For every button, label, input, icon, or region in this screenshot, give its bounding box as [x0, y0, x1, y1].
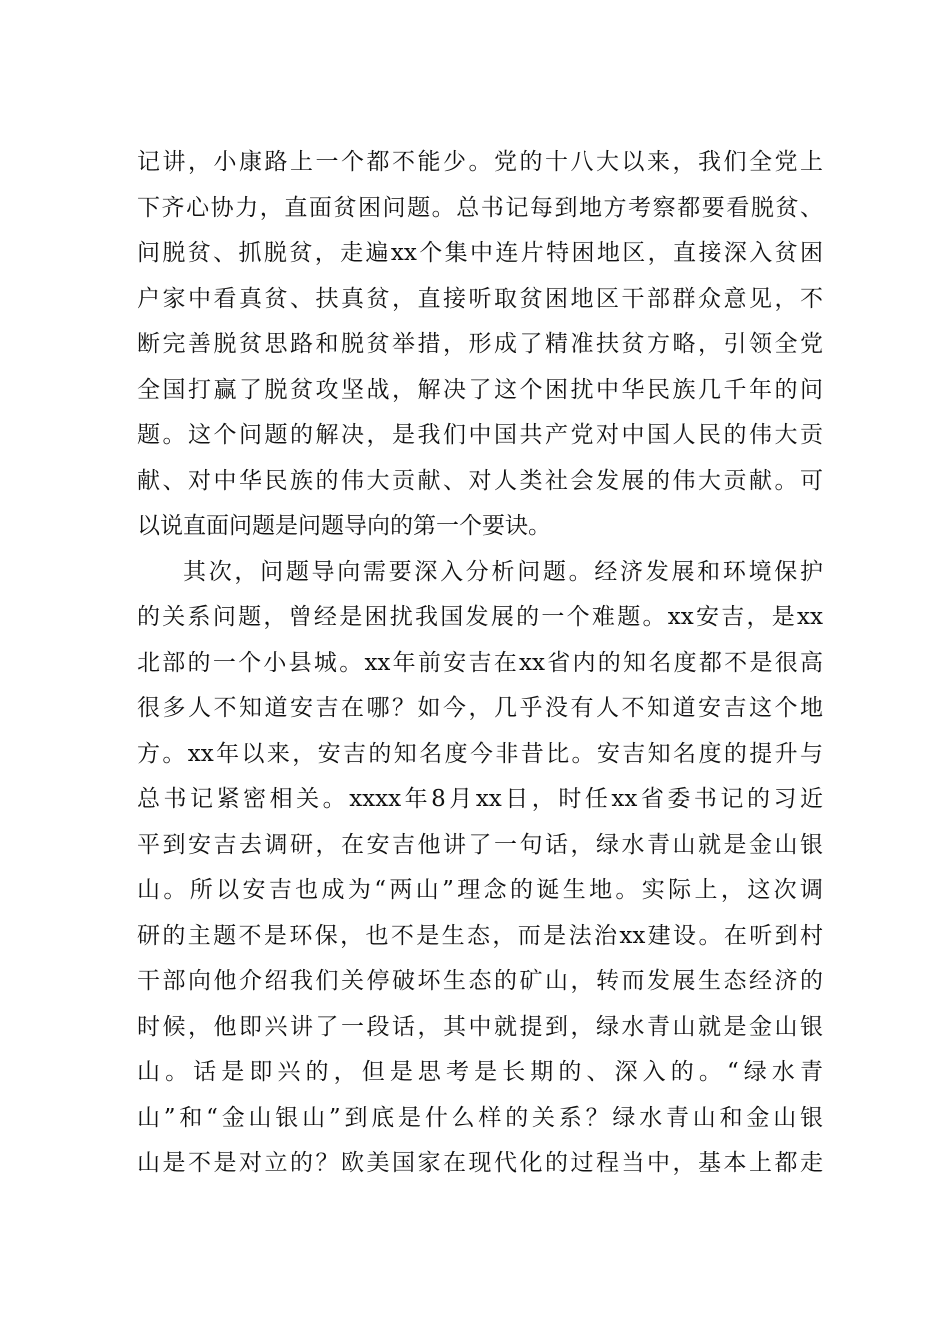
- text-line: 记讲，小康路上一个都不能少。党的十八大以来，我们全党上: [137, 149, 823, 175]
- text-line: 献、对中华民族的伟大贡献、对人类社会发展的伟大贡献。可: [137, 467, 823, 494]
- text-line: 问脱贫、抓脱贫，走遍xx个集中连片特困地区，直接深入贫困: [137, 240, 823, 266]
- text-line: 北部的一个小县城。xx年前安吉在xx省内的知名度都不是很高: [137, 649, 823, 676]
- text-line: 平到安吉去调研，在安吉他讲了一句话，绿水青山就是金山银: [137, 831, 823, 858]
- text-line: 断完善脱贫思路和脱贫举措，形成了精准扶贫方略，引领全党: [137, 331, 823, 357]
- text-line: 户家中看真贫、扶真贫，直接听取贫困地区干部群众意见，不: [137, 285, 823, 312]
- text-line: 干部向他介绍我们关停破坏生态的矿山，转而发展生态经济的: [137, 968, 823, 994]
- text-line: 山。话是即兴的，但是思考是长期的、深入的。“绿水青: [137, 1059, 823, 1085]
- text-line: 研的主题不是环保，也不是生态，而是法治xx建设。在听到村: [137, 922, 823, 949]
- paragraph-first-line: 其次，问题导向需要深入分析问题。经济发展和环境保护: [183, 558, 823, 585]
- text-line: 山是不是对立的？欧美国家在现代化的过程当中，基本上都走: [137, 1150, 823, 1176]
- text-line: 下齐心协力，直面贫困问题。总书记每到地方考察都要看脱贫、: [137, 194, 823, 221]
- text-line: 以说直面问题是问题导向的第一个要诀。: [137, 513, 551, 539]
- text-line: 很多人不知道安吉在哪？如今，几乎没有人不知道安吉这个地: [137, 695, 823, 721]
- text-line: 方。xx年以来，安吉的知名度今非昔比。安吉知名度的提升与: [137, 740, 823, 767]
- text-line: 题。这个问题的解决，是我们中国共产党对中国人民的伟大贡: [137, 422, 823, 448]
- text-line: 总书记紧密相关。xxxx年8月xx日，时任xx省委书记的习近: [137, 786, 823, 812]
- text-line: 时候，他即兴讲了一段话，其中就提到，绿水青山就是金山银: [137, 1013, 823, 1040]
- text-line: 的关系问题，曾经是困扰我国发展的一个难题。xx安吉，是xx: [137, 604, 823, 630]
- text-line: 全国打赢了脱贫攻坚战，解决了这个困扰中华民族几千年的问: [137, 376, 823, 403]
- text-line: 山。所以安吉也成为“两山”理念的诞生地。实际上，这次调: [137, 877, 823, 903]
- body-text: [137, 140, 823, 1187]
- text-line: 山”和“金山银山”到底是什么样的关系？绿水青山和金山银: [137, 1104, 823, 1131]
